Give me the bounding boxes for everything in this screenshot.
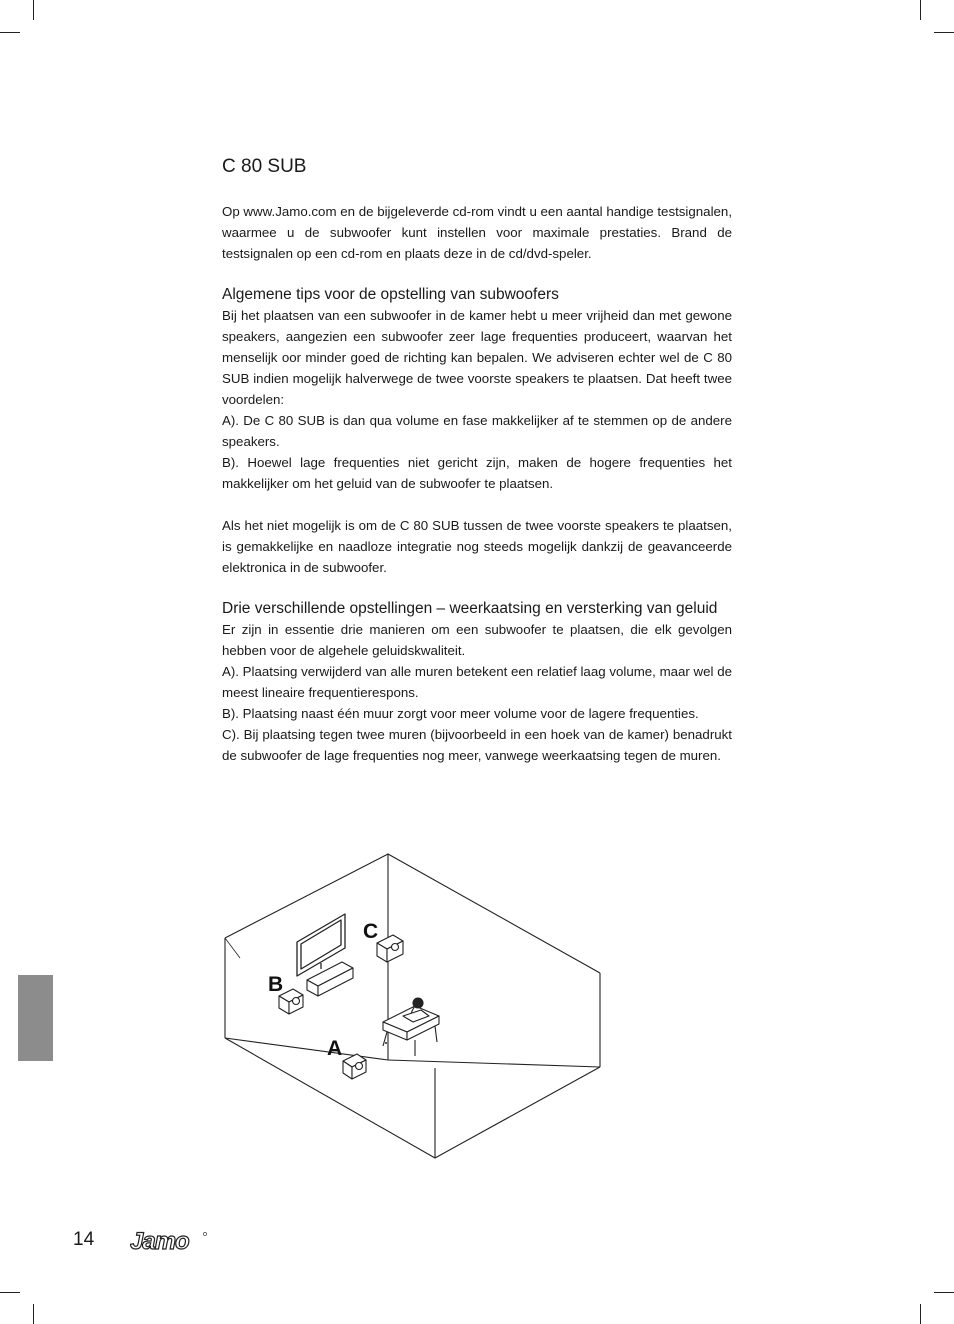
crop-mark [920,1304,921,1324]
crop-mark [934,1292,954,1293]
crop-mark [33,1304,34,1324]
crop-mark [33,0,34,20]
section-heading: Drie verschillende opstellingen – weerkaatsing en versterking van geluid [222,600,718,617]
section-paragraph-2: Als het niet mogelijk is om de C 80 SUB tussen de twee voorste speakers te plaatsen, is gemakkelijke en naadloze integratie nog steeds mogelijk dankzij de geavanceerde elektronica in de subwoofer. [222,518,732,575]
section-paragraph: Bij het plaatsen van een subwoofer in de kamer hebt u meer vrijheid dan met gewone speakers, aangezien een subwoofer zeer lage frequenties produceert, waarvan het menselijk oor minder goed de richting kan bepalen. We adviseren echter wel de C 80 SUB indien mogelijk halverwege de twee voorste speakers te plaatsen. Dat heeft twee voordelen: [222,308,732,407]
crop-mark [920,0,921,20]
tv-stand [307,962,353,996]
logo-wordmark: Jamo [130,1228,189,1254]
crop-mark [0,32,20,33]
section-placement-tips [222,284,732,578]
crop-mark [934,32,954,33]
list-item-b: B). Hoewel lage frequenties niet gericht zijn, maken de hogere frequenties het makkelijker om het geluid van de subwoofer te plaatsen. [222,455,732,491]
listener-on-sofa [383,998,439,1056]
section-paragraph: Er zijn in essentie drie manieren om een subwoofer te plaatsen, die elk gevolgen hebben voor de algehele geluidskwaliteit. [222,622,732,658]
intro-block [222,201,732,264]
list-item-a: A). De C 80 SUB is dan qua volume en fase makkelijker af te stemmen op de andere speakers. [222,413,732,449]
label-a: A [327,1037,343,1060]
section-heading: Algemene tips voor de opstelling van subwoofers [222,286,559,303]
section-three-placements [222,598,732,766]
jamo-logo [130,1228,210,1254]
label-c: C [363,920,379,943]
page-title: C 80 SUB [222,156,307,177]
section-tab-marker [18,975,53,1061]
room-placement-diagram [215,850,615,1165]
subwoofer-c [377,935,403,962]
label-b: B [268,973,284,996]
intro-paragraph: Op www.Jamo.com en de bijgeleverde cd-rom vindt u een aantal handige testsignalen, waarmee u de subwoofer kunt instellen voor maximale prestaties. Brand de testsignalen op een cd-rom en plaats deze in de cd/dvd-speler. [222,204,733,261]
list-item-b: B). Plaatsing naast één muur zorgt voor meer volume voor de lagere frequenties. [222,706,699,721]
crop-mark [0,1292,20,1293]
subwoofer-a [343,1054,366,1079]
list-item-c: C). Bij plaatsing tegen twee muren (bijvoorbeeld in een hoek van de kamer) benadrukt de subwoofer de lage frequenties nog meer, vanwege weerkaatsing tegen de muren. [222,727,732,763]
page-number: 14 [73,1229,95,1250]
list-item-a: A). Plaatsing verwijderd van alle muren betekent een relatief laag volume, maar wel de meest lineaire frequentierespons. [222,664,732,700]
